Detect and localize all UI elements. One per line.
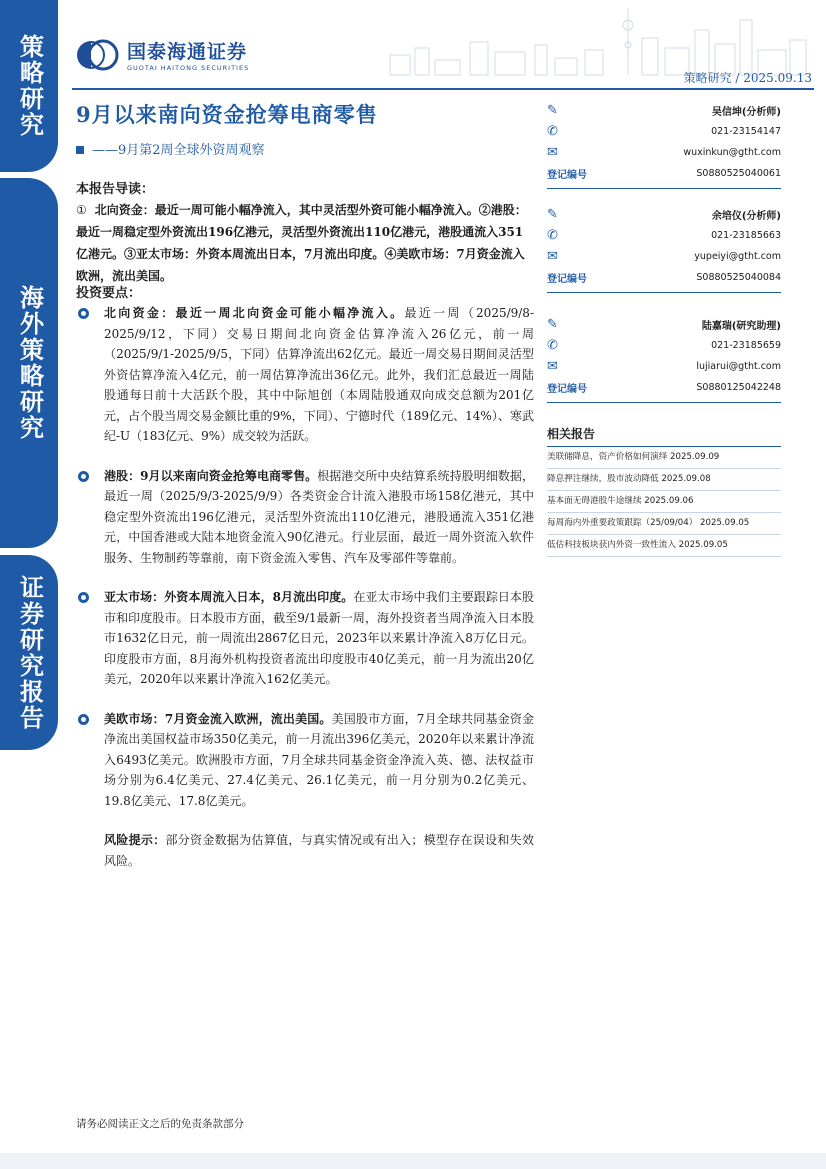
risk-text: 部分资金数据为估算值，与真实情况或有出入；模型存在误设和失效风险。 xyxy=(104,833,534,868)
brand-name-cn: 国泰海通证券 xyxy=(127,41,248,63)
sidebar-tab-strategy xyxy=(0,0,58,172)
point-head: 港股：9月以来南向资金抢筹电商零售。 xyxy=(104,468,318,483)
related-report-link[interactable]: 每周海内外重要政策跟踪（25/09/04） 2025.09.05 xyxy=(547,513,781,535)
guide-text: 北向资金：最近一周可能小幅净流入，其中灵活型外资可能小幅净流入。②港股：最近一周稳定型外资流出196亿港元，灵活型外资流出110亿港元，港股通流入351亿港元。③亚太市场：外资本周流出日本，7月流出印度。④美欧市场：7月资金流入欧洲，流出美国。 xyxy=(76,203,527,283)
header-divider xyxy=(72,88,814,90)
reg-label: 登记编号 xyxy=(547,274,587,285)
report-subtitle xyxy=(76,139,265,158)
related-report-link[interactable]: 降息押注继续，股市波动降低 2025.09.08 xyxy=(547,469,781,491)
related-report-link[interactable]: 基本面无碍港股牛途继续 2025.09.06 xyxy=(547,491,781,513)
bullet-circle-icon xyxy=(78,471,89,482)
analyst-divider xyxy=(547,188,781,189)
sidebar-tab-label: 证券研究报告 xyxy=(15,574,44,731)
analyst-phone: 021-23154147 xyxy=(711,126,781,137)
bullet-circle-icon xyxy=(78,714,89,725)
analyst-divider xyxy=(547,292,781,293)
related-reports xyxy=(547,425,781,557)
analyst-card xyxy=(547,314,781,403)
skyline-decoration xyxy=(380,0,825,78)
analyst-card xyxy=(547,100,781,189)
related-report-link[interactable]: 美联储降息，资产价格如何演绎 2025.09.09 xyxy=(547,447,781,469)
user-icon: ✎ xyxy=(547,103,558,118)
analyst-name: 余培仪(分析师) xyxy=(711,211,781,222)
points-label: 投资要点： xyxy=(76,286,142,301)
footer-disclaimer: 请务必阅读正文之后的免责条款部分 xyxy=(76,1118,244,1130)
company-logo xyxy=(75,37,249,72)
point-head: 亚太市场：外资本周流入日本，8月流出印度。 xyxy=(104,590,354,604)
analyst-divider xyxy=(547,402,781,403)
user-icon: ✎ xyxy=(547,207,558,222)
reg-label: 登记编号 xyxy=(547,170,587,181)
user-icon: ✎ xyxy=(547,317,558,332)
square-bullet-icon xyxy=(76,146,84,154)
risk-note xyxy=(76,830,534,871)
reg-label: 登记编号 xyxy=(547,384,587,395)
related-reports-title: 相关报告 xyxy=(547,425,781,447)
list-item xyxy=(76,303,534,447)
header-category-date: 策略研究 / 2025.09.13 xyxy=(683,71,812,85)
point-head: 美欧市场：7月资金流入欧洲，流出美国。 xyxy=(104,711,332,726)
analyst-name: 陆嘉瑞(研究助理) xyxy=(701,321,781,332)
analyst-reg: S0880525040061 xyxy=(696,168,781,179)
email-icon: ✉ xyxy=(547,249,558,264)
report-title: 9月以来南向资金抢筹电商零售 xyxy=(76,102,378,127)
point-text: 根据港交所中央结算系统持股明细数据，最近一周（2025/9/3-2025/9/9）各类资金合计流入港股市场158亿港元，其中稳定型外资流出196亿港元，灵活型外资流出110亿港元，港股通流入351亿港元，中国香港或大陆本地资金流入90亿港元。行业层面，最近一周外资流入软件服务、生物制药等靠前，南下资金流入零售、汽车及零部件等靠前。 xyxy=(104,468,534,565)
analyst-email[interactable]: lujiarui@gtht.com xyxy=(696,361,781,372)
analyst-name: 吴信坤(分析师) xyxy=(711,107,781,118)
email-icon: ✉ xyxy=(547,359,558,374)
point-text: 最近一周（2025/9/8-2025/9/12，下同）交易日期间北向资金估算净流入26亿元，前一周（2025/9/1-2025/9/5，下同）估算净流出62亿元。最近一周交易日期间灵活型外资估算净流入4亿元，前一周估算净流出36亿元。此外，我们汇总最近一周陆股通每日前十大活跃个股，其中中际旭创（本周陆股通双向成交总额为201亿元，占个股当周交易金额比重的9%，下同）、宁德时代（189亿元、14%）、寒武纪-U（183亿元、9%）成交较为活跃。 xyxy=(104,306,534,443)
guide-label: 本报告导读： xyxy=(76,182,155,197)
point-text: 在亚太市场中我们主要跟踪日本股市和印度股市。日本股市方面，截至9/1最新一周，海外投资者当周净流入日本股市1632亿日元，前一周流出2867亿日元，2023年以来累计净流入8万亿日元。印度股市方面，8月海外机构投资者流出印度股市40亿美元，前一月为流出20亿美元，2020年以来累计净流入162亿美元。 xyxy=(104,590,534,686)
analyst-email[interactable]: yupeiyi@gtht.com xyxy=(694,251,781,262)
list-item xyxy=(76,709,534,812)
risk-head: 风险提示： xyxy=(104,833,166,847)
phone-icon: ✆ xyxy=(547,338,558,353)
bullet-circle-icon xyxy=(78,592,89,603)
sidebar-tab-report xyxy=(0,555,58,750)
sidebar-tab-label: 海外策略研究 xyxy=(15,285,44,441)
phone-icon: ✆ xyxy=(547,228,558,243)
report-subtitle-text: ——9月第2周全球外资周观察 xyxy=(92,143,265,158)
analyst-phone: 021-23185663 xyxy=(711,230,781,241)
brand-name-en: GUOTAI HAITONG SECURITIES xyxy=(127,64,250,72)
guide-number: ① xyxy=(76,203,87,217)
bullet-circle-icon xyxy=(78,308,89,319)
investment-points xyxy=(76,303,534,871)
list-item xyxy=(76,587,534,690)
analyst-phone: 021-23185659 xyxy=(711,340,781,351)
point-head: 北向资金：最近一周北向资金可能小幅净流入。 xyxy=(104,306,405,320)
phone-icon: ✆ xyxy=(547,124,558,139)
report-guide xyxy=(76,199,532,287)
sidebar-tab-overseas xyxy=(0,178,58,548)
point-text: 美国股市方面，7月全球共同基金资金净流出美国权益市场350亿美元，前一月流出396亿美元，2020年以来累计净流入6493亿美元。欧洲股市方面，7月全球共同基金资金净流入英、德、法权益市场分别为6.4亿美元、27.4亿美元、26.1亿美元，前一月分别为0.2亿美元、19.8亿美元、17.8亿美元。 xyxy=(104,711,534,808)
analyst-reg: S0880125042248 xyxy=(696,382,781,393)
bottom-band xyxy=(0,1153,826,1169)
analyst-reg: S0880525040084 xyxy=(696,272,781,283)
header-date: 2025.09.13 xyxy=(743,71,812,85)
header-category: 策略研究 xyxy=(683,71,732,85)
email-icon: ✉ xyxy=(547,145,558,160)
analyst-email[interactable]: wuxinkun@gtht.com xyxy=(683,147,781,158)
logo-mark-icon xyxy=(75,39,119,71)
list-item xyxy=(76,466,534,569)
related-report-link[interactable]: 低估科技板块获内外资一致性流入 2025.09.05 xyxy=(547,535,781,557)
sidebar-tab-label: 策略研究 xyxy=(15,34,44,138)
analyst-card xyxy=(547,204,781,293)
